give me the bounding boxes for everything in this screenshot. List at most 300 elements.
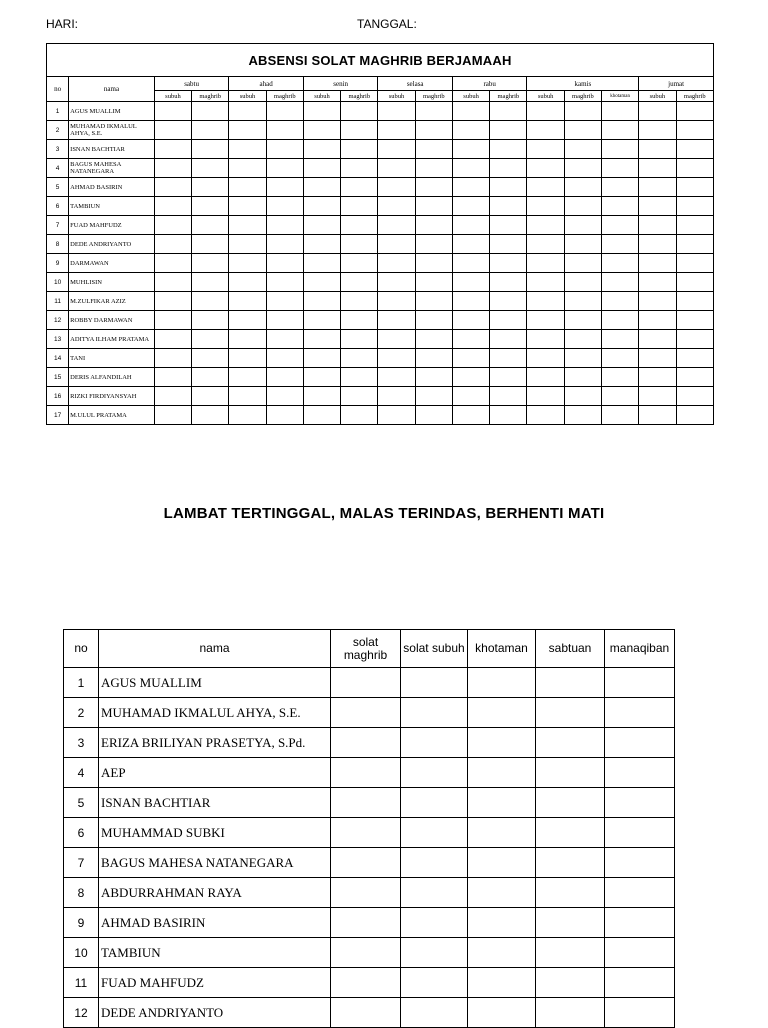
row-name: ABDURRAHMAN RAYA [99, 878, 331, 908]
row-number: 8 [47, 235, 69, 254]
row-name: AEP [99, 758, 331, 788]
row-name: DERIS ALFANDILAH [69, 368, 155, 387]
row-number: 11 [64, 968, 99, 998]
attendance-cell [415, 406, 452, 425]
hari-label: HARI: [46, 17, 79, 31]
row-number: 17 [47, 406, 69, 425]
attendance-cell [527, 311, 564, 330]
attendance-cell [415, 140, 452, 159]
attendance-cell [639, 121, 676, 140]
attendance-cell [341, 102, 378, 121]
activity-cell [401, 938, 468, 968]
attendance-cell [303, 330, 340, 349]
row-name: AGUS MUALLIM [69, 102, 155, 121]
attendance-cell [341, 368, 378, 387]
attendance-cell [452, 121, 489, 140]
table-row [47, 140, 714, 159]
attendance-cell [303, 216, 340, 235]
activity-cell [401, 758, 468, 788]
row-name: TAMBIUN [69, 197, 155, 216]
row-name: BAGUS MAHESA NATANEGARA [99, 848, 331, 878]
row-name: ROBBY DARMAWAN [69, 311, 155, 330]
attendance-cell [564, 292, 601, 311]
attendance-cell [341, 178, 378, 197]
attendance-cell [452, 311, 489, 330]
attendance-cell [378, 178, 415, 197]
attendance-cell [303, 159, 340, 178]
attendance-cell [602, 387, 639, 406]
attendance-cell [602, 235, 639, 254]
activity-cell [468, 938, 536, 968]
activity-cell [605, 668, 675, 698]
attendance-cell [341, 387, 378, 406]
attendance-cell [452, 102, 489, 121]
attendance-cell [341, 121, 378, 140]
attendance-cell [154, 311, 191, 330]
row-name: AHMAD BASIRIN [99, 908, 331, 938]
attendance-cell [266, 140, 303, 159]
attendance-cell [490, 254, 527, 273]
activity-cell [331, 758, 401, 788]
attendance-cell [490, 216, 527, 235]
attendance-cell [639, 330, 676, 349]
row-number: 1 [47, 102, 69, 121]
attendance-cell [303, 292, 340, 311]
attendance-cell [639, 254, 676, 273]
row-name: M.ULUL PRATAMA [69, 406, 155, 425]
attendance-cell [639, 216, 676, 235]
attendance-cell [266, 235, 303, 254]
attendance-cell [639, 197, 676, 216]
attendance-cell [639, 159, 676, 178]
attendance-cell [154, 102, 191, 121]
row-number: 10 [47, 273, 69, 292]
attendance-cell [676, 292, 713, 311]
attendance-cell [341, 235, 378, 254]
attendance-cell [229, 102, 266, 121]
attendance-cell [229, 311, 266, 330]
activity-cell [401, 998, 468, 1028]
sub-header-rabu-subuh: subuh [452, 91, 489, 102]
attendance-cell [229, 387, 266, 406]
attendance-cell [527, 159, 564, 178]
row-name: MUHAMMAD SUBKI [99, 818, 331, 848]
table-row [47, 273, 714, 292]
attendance-cell [527, 121, 564, 140]
attendance-cell [378, 368, 415, 387]
activity-cell [468, 998, 536, 1028]
row-name: MUHAMAD IKMALUL AHYA, S.E. [69, 121, 155, 140]
sub-header-kamis-maghrib: maghrib [564, 91, 601, 102]
attendance-table-container [46, 43, 714, 425]
sub-header-selasa-maghrib: maghrib [415, 91, 452, 102]
attendance-cell [378, 235, 415, 254]
row-name: ISNAN BACHTIAR [99, 788, 331, 818]
attendance-cell [602, 368, 639, 387]
attendance-cell [564, 159, 601, 178]
table-row [47, 121, 714, 140]
attendance-cell [192, 368, 229, 387]
attendance-cell [378, 406, 415, 425]
row-name: MUHAMAD IKMALUL AHYA, S.E. [99, 698, 331, 728]
attendance-cell [266, 406, 303, 425]
attendance-cell [527, 235, 564, 254]
attendance-cell [341, 159, 378, 178]
attendance-cell [452, 159, 489, 178]
attendance-cell [154, 292, 191, 311]
attendance-cell [527, 368, 564, 387]
attendance-cell [452, 235, 489, 254]
row-name: M.ZULFIKAR AZIZ [69, 292, 155, 311]
attendance-cell [229, 254, 266, 273]
attendance-cell [490, 273, 527, 292]
attendance-cell [415, 292, 452, 311]
attendance-cell [303, 387, 340, 406]
row-number: 9 [47, 254, 69, 273]
attendance-cell [527, 216, 564, 235]
day-header-ahad: ahad [229, 77, 304, 91]
row-name: BAGUS MAHESA NATANEGARA [69, 159, 155, 178]
sub-header-senin-subuh: subuh [303, 91, 340, 102]
row-name: TAMBIUN [99, 938, 331, 968]
attendance-cell [676, 235, 713, 254]
attendance-cell [415, 349, 452, 368]
attendance-cell [602, 216, 639, 235]
attendance-cell [452, 254, 489, 273]
attendance-cell [192, 254, 229, 273]
attendance-cell [303, 349, 340, 368]
attendance-cell [564, 140, 601, 159]
activity-cell [331, 818, 401, 848]
attendance-cell [602, 102, 639, 121]
table-row [47, 216, 714, 235]
table-row [47, 387, 714, 406]
attendance-cell [452, 197, 489, 216]
attendance-cell [303, 235, 340, 254]
attendance-cell [602, 330, 639, 349]
attendance-cell [266, 349, 303, 368]
attendance-cell [490, 330, 527, 349]
table-row [64, 758, 675, 788]
attendance-cell [639, 102, 676, 121]
attendance-cell [192, 406, 229, 425]
day-header-rabu: rabu [452, 77, 527, 91]
sub-header-sabtu-maghrib: maghrib [192, 91, 229, 102]
row-number: 9 [64, 908, 99, 938]
activity-cell [468, 818, 536, 848]
attendance-cell [378, 102, 415, 121]
row-number: 7 [47, 216, 69, 235]
attendance-cell [564, 216, 601, 235]
sub-header-senin-maghrib: maghrib [341, 91, 378, 102]
sub-header-ahad-maghrib: maghrib [266, 91, 303, 102]
attendance-cell [229, 330, 266, 349]
attendance-cell [192, 178, 229, 197]
col-header-solat-maghrib: solat maghrib [331, 630, 401, 668]
attendance-cell [452, 368, 489, 387]
activity-cell [331, 998, 401, 1028]
row-name: RIZKI FIRDIYANSYAH [69, 387, 155, 406]
attendance-day-header-row [47, 77, 714, 91]
row-number: 14 [47, 349, 69, 368]
attendance-cell [378, 387, 415, 406]
attendance-cell [639, 368, 676, 387]
activity-cell [536, 758, 605, 788]
activity-cell [468, 878, 536, 908]
attendance-cell [154, 216, 191, 235]
activity-cell [468, 848, 536, 878]
attendance-cell [415, 387, 452, 406]
activity-cell [468, 728, 536, 758]
attendance-cell [154, 121, 191, 140]
attendance-cell [266, 273, 303, 292]
attendance-cell [229, 140, 266, 159]
attendance-cell [192, 159, 229, 178]
attendance-cell [415, 311, 452, 330]
attendance-cell [303, 102, 340, 121]
row-name: MUHLISIN [69, 273, 155, 292]
activity-cell [331, 788, 401, 818]
attendance-cell [378, 311, 415, 330]
col-header-no: no [47, 77, 69, 102]
attendance-cell [192, 330, 229, 349]
table-row [64, 728, 675, 758]
attendance-cell [154, 406, 191, 425]
row-number: 3 [47, 140, 69, 159]
activity-cell [536, 908, 605, 938]
attendance-cell [676, 311, 713, 330]
row-name: TANI [69, 349, 155, 368]
attendance-cell [229, 292, 266, 311]
activity-cell [605, 848, 675, 878]
activity-cell [468, 788, 536, 818]
row-number: 4 [47, 159, 69, 178]
attendance-cell [415, 273, 452, 292]
attendance-cell [266, 368, 303, 387]
attendance-cell [676, 349, 713, 368]
row-number: 11 [47, 292, 69, 311]
attendance-cell [415, 197, 452, 216]
attendance-cell [527, 178, 564, 197]
attendance-cell [602, 349, 639, 368]
attendance-cell [490, 121, 527, 140]
day-header-sabtu: sabtu [154, 77, 229, 91]
attendance-cell [564, 406, 601, 425]
activity-cell [605, 998, 675, 1028]
attendance-cell [378, 330, 415, 349]
attendance-cell [341, 254, 378, 273]
activity-cell [331, 968, 401, 998]
attendance-cell [378, 121, 415, 140]
attendance-cell [341, 292, 378, 311]
sub-header-jumat-subuh: subuh [639, 91, 676, 102]
attendance-cell [676, 216, 713, 235]
attendance-cell [527, 254, 564, 273]
attendance-cell [564, 273, 601, 292]
attendance-cell [266, 159, 303, 178]
attendance-cell [527, 273, 564, 292]
attendance-cell [602, 254, 639, 273]
attendance-cell [266, 102, 303, 121]
attendance-cell [527, 406, 564, 425]
attendance-cell [527, 292, 564, 311]
activity-cell [401, 668, 468, 698]
attendance-cell [676, 197, 713, 216]
attendance-cell [639, 387, 676, 406]
table-row [47, 368, 714, 387]
attendance-cell [452, 406, 489, 425]
attendance-cell [341, 349, 378, 368]
table-row [47, 406, 714, 425]
attendance-cell [378, 216, 415, 235]
attendance-cell [490, 159, 527, 178]
attendance-cell [602, 406, 639, 425]
table-row [47, 254, 714, 273]
activity-cell [401, 698, 468, 728]
col-header-nama: nama [69, 77, 155, 102]
sub-header-kamis-khotaman: khotaman [602, 91, 639, 102]
table-row [47, 292, 714, 311]
col-header-nama: nama [99, 630, 331, 668]
attendance-cell [303, 178, 340, 197]
attendance-cell [676, 406, 713, 425]
row-number: 16 [47, 387, 69, 406]
activity-cell [401, 788, 468, 818]
row-number: 15 [47, 368, 69, 387]
attendance-cell [452, 292, 489, 311]
attendance-cell [378, 292, 415, 311]
row-number: 5 [64, 788, 99, 818]
tanggal-label: TANGGAL: [357, 17, 417, 31]
attendance-cell [229, 197, 266, 216]
attendance-cell [490, 368, 527, 387]
attendance-cell [303, 273, 340, 292]
activity-cell [468, 758, 536, 788]
attendance-cell [378, 349, 415, 368]
activity-cell [331, 728, 401, 758]
activity-cell [536, 668, 605, 698]
attendance-cell [229, 349, 266, 368]
sub-header-sabtu-subuh: subuh [154, 91, 191, 102]
attendance-cell [602, 178, 639, 197]
attendance-cell [527, 102, 564, 121]
attendance-cell [564, 197, 601, 216]
attendance-cell [639, 178, 676, 197]
col-header-sabtuan: sabtuan [536, 630, 605, 668]
attendance-cell [639, 349, 676, 368]
table-row [64, 668, 675, 698]
activity-cell [605, 878, 675, 908]
attendance-cell [564, 368, 601, 387]
attendance-cell [378, 273, 415, 292]
attendance-cell [303, 406, 340, 425]
activity-cell [401, 878, 468, 908]
attendance-cell [341, 216, 378, 235]
attendance-cell [676, 330, 713, 349]
attendance-cell [602, 311, 639, 330]
attendance-cell [415, 121, 452, 140]
row-number: 10 [64, 938, 99, 968]
activity-cell [605, 728, 675, 758]
table-row [64, 848, 675, 878]
attendance-cell [303, 311, 340, 330]
attendance-cell [266, 216, 303, 235]
sub-header-kamis-subuh: subuh [527, 91, 564, 102]
attendance-cell [676, 121, 713, 140]
table-row [47, 159, 714, 178]
attendance-cell [415, 159, 452, 178]
attendance-cell [229, 178, 266, 197]
attendance-cell [266, 197, 303, 216]
row-name: ADITYA ILHAM PRATAMA [69, 330, 155, 349]
attendance-cell [341, 273, 378, 292]
attendance-cell [676, 273, 713, 292]
day-header-kamis: kamis [527, 77, 639, 91]
attendance-cell [452, 178, 489, 197]
row-number: 6 [47, 197, 69, 216]
row-name: DEDE ANDRIYANTO [99, 998, 331, 1028]
attendance-cell [192, 387, 229, 406]
row-number: 12 [47, 311, 69, 330]
row-number: 2 [64, 698, 99, 728]
attendance-cell [564, 102, 601, 121]
day-header-senin: senin [303, 77, 378, 91]
attendance-cell [378, 159, 415, 178]
col-header-no: no [64, 630, 99, 668]
activity-cell [536, 728, 605, 758]
attendance-cell [266, 330, 303, 349]
row-number: 13 [47, 330, 69, 349]
col-header-manaqiban: manaqiban [605, 630, 675, 668]
attendance-cell [452, 216, 489, 235]
table-row [64, 938, 675, 968]
attendance-cell [266, 178, 303, 197]
attendance-cell [266, 311, 303, 330]
table-row [64, 698, 675, 728]
activity-cell [536, 878, 605, 908]
table-row [47, 330, 714, 349]
col-header-solat-subuh: solat subuh [401, 630, 468, 668]
attendance-cell [303, 197, 340, 216]
attendance-cell [490, 311, 527, 330]
attendance-cell [154, 273, 191, 292]
attendance-cell [490, 178, 527, 197]
attendance-cell [154, 387, 191, 406]
attendance-cell [192, 292, 229, 311]
attendance-cell [415, 102, 452, 121]
attendance-cell [452, 273, 489, 292]
attendance-cell [639, 140, 676, 159]
activity-cell [468, 698, 536, 728]
attendance-cell [602, 292, 639, 311]
table-row [47, 349, 714, 368]
attendance-cell [378, 254, 415, 273]
attendance-cell [378, 140, 415, 159]
attendance-cell [341, 330, 378, 349]
activity-cell [605, 818, 675, 848]
col-header-khotaman: khotaman [468, 630, 536, 668]
attendance-cell [676, 178, 713, 197]
attendance-cell [564, 121, 601, 140]
activity-cell [331, 848, 401, 878]
activity-cell [401, 818, 468, 848]
activity-cell [605, 968, 675, 998]
sub-header-rabu-maghrib: maghrib [490, 91, 527, 102]
row-name: AHMAD BASIRIN [69, 178, 155, 197]
attendance-cell [452, 387, 489, 406]
attendance-cell [676, 387, 713, 406]
row-name: DARMAWAN [69, 254, 155, 273]
